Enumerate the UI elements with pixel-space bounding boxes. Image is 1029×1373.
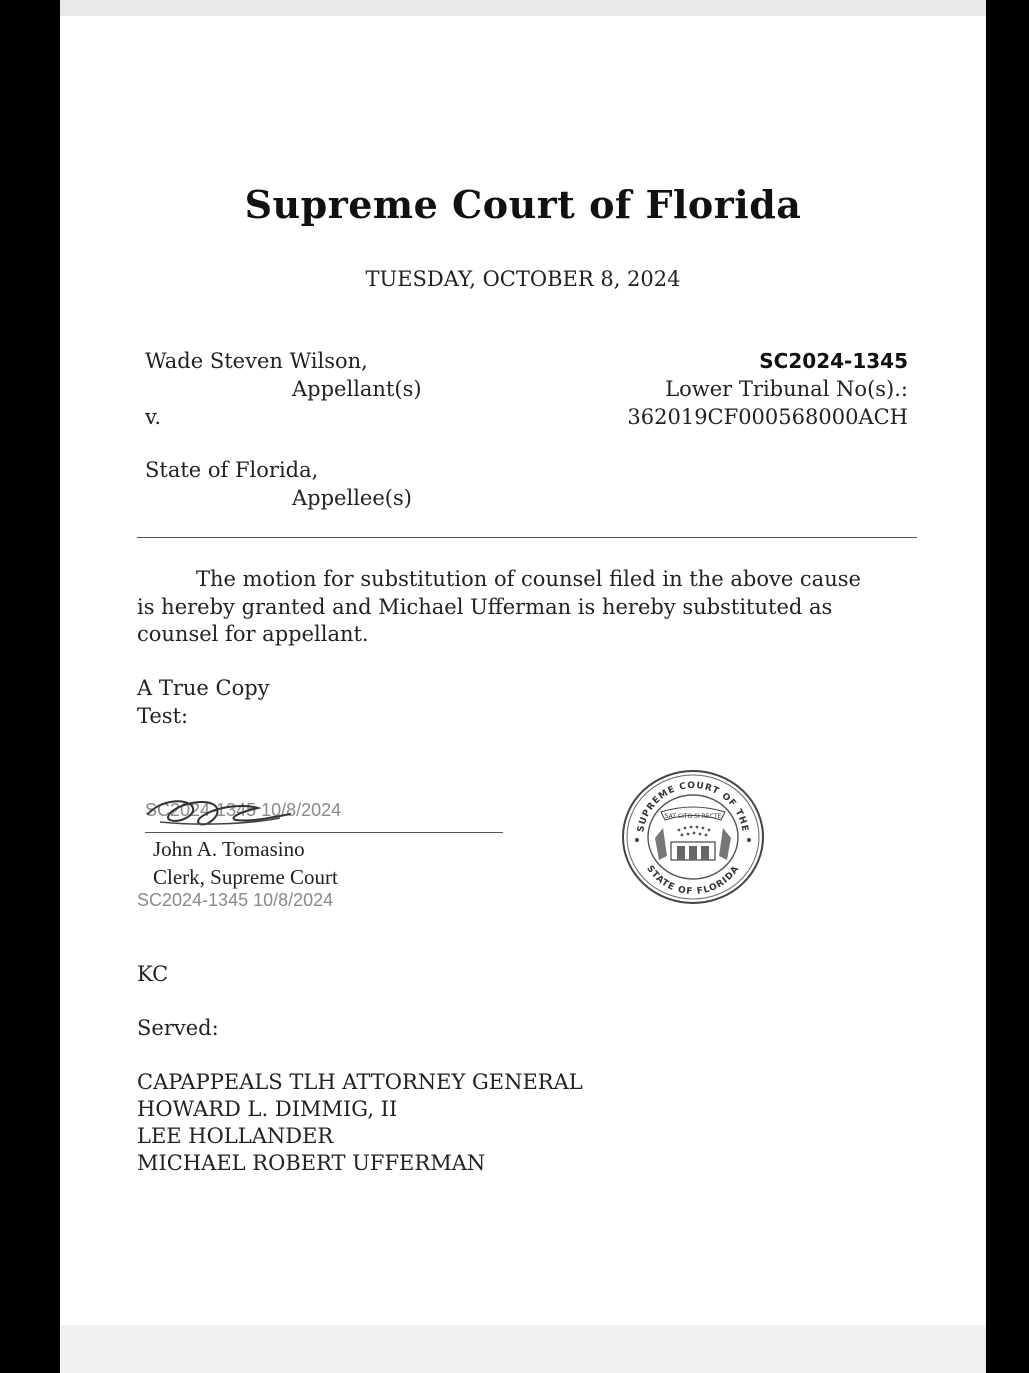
served-recipient: MICHAEL ROBERT UFFERMAN [137, 1151, 486, 1175]
clerk-title: Clerk, Supreme Court [153, 865, 338, 889]
signature-line [145, 832, 503, 833]
section-divider [137, 537, 917, 538]
served-label: Served: [137, 1016, 219, 1040]
appellee-name: State of Florida, [145, 458, 319, 482]
clerk-name: John A. Tomasino [153, 837, 305, 861]
body-line-1: The motion for substitution of counsel filed in the above cause [196, 567, 861, 591]
appellant-role: Appellant(s) [292, 377, 422, 401]
served-recipient: HOWARD L. DIMMIG, II [137, 1097, 398, 1121]
true-copy-label: A True Copy [137, 676, 270, 700]
versus: v. [145, 405, 162, 429]
lower-tribunal-label: Lower Tribunal No(s).: [665, 377, 908, 401]
served-recipient: CAPAPPEALS TLH ATTORNEY GENERAL [137, 1070, 583, 1094]
svg-text:SAT CITO SI RECTE: SAT CITO SI RECTE [664, 813, 722, 820]
court-title: Supreme Court of Florida [244, 182, 802, 227]
appellee-role: Appellee(s) [292, 486, 412, 510]
court-seal [621, 768, 766, 906]
served-recipient: LEE HOLLANDER [137, 1124, 334, 1148]
lower-tribunal-number: 362019CF000568000ACH [627, 405, 908, 429]
clerk-signature [140, 782, 300, 842]
body-line-3: counsel for appellant. [137, 622, 369, 646]
document-page [60, 0, 986, 1373]
svg-text:SUPREME COURT OF THE: SUPREME COURT OF THE [636, 780, 750, 834]
case-number: SC2024-1345 [759, 349, 908, 373]
body-line-2: is hereby granted and Michael Ufferman is hereby substituted as [137, 595, 833, 619]
clerk-initials: KC [137, 962, 169, 986]
test-label: Test: [137, 704, 189, 728]
electronic-stamp-bottom: SC2024-1345 10/8/2024 [137, 890, 334, 910]
appellant-name: Wade Steven Wilson, [145, 349, 368, 373]
order-date: TUESDAY, OCTOBER 8, 2024 [365, 267, 681, 291]
page-bottom-strip [60, 1325, 986, 1373]
svg-text:STATE OF FLORIDA: STATE OF FLORIDA [644, 863, 742, 898]
electronic-stamp-top: SC2024-1345 10/8/2024 [145, 800, 342, 820]
page-top-strip [60, 0, 986, 16]
